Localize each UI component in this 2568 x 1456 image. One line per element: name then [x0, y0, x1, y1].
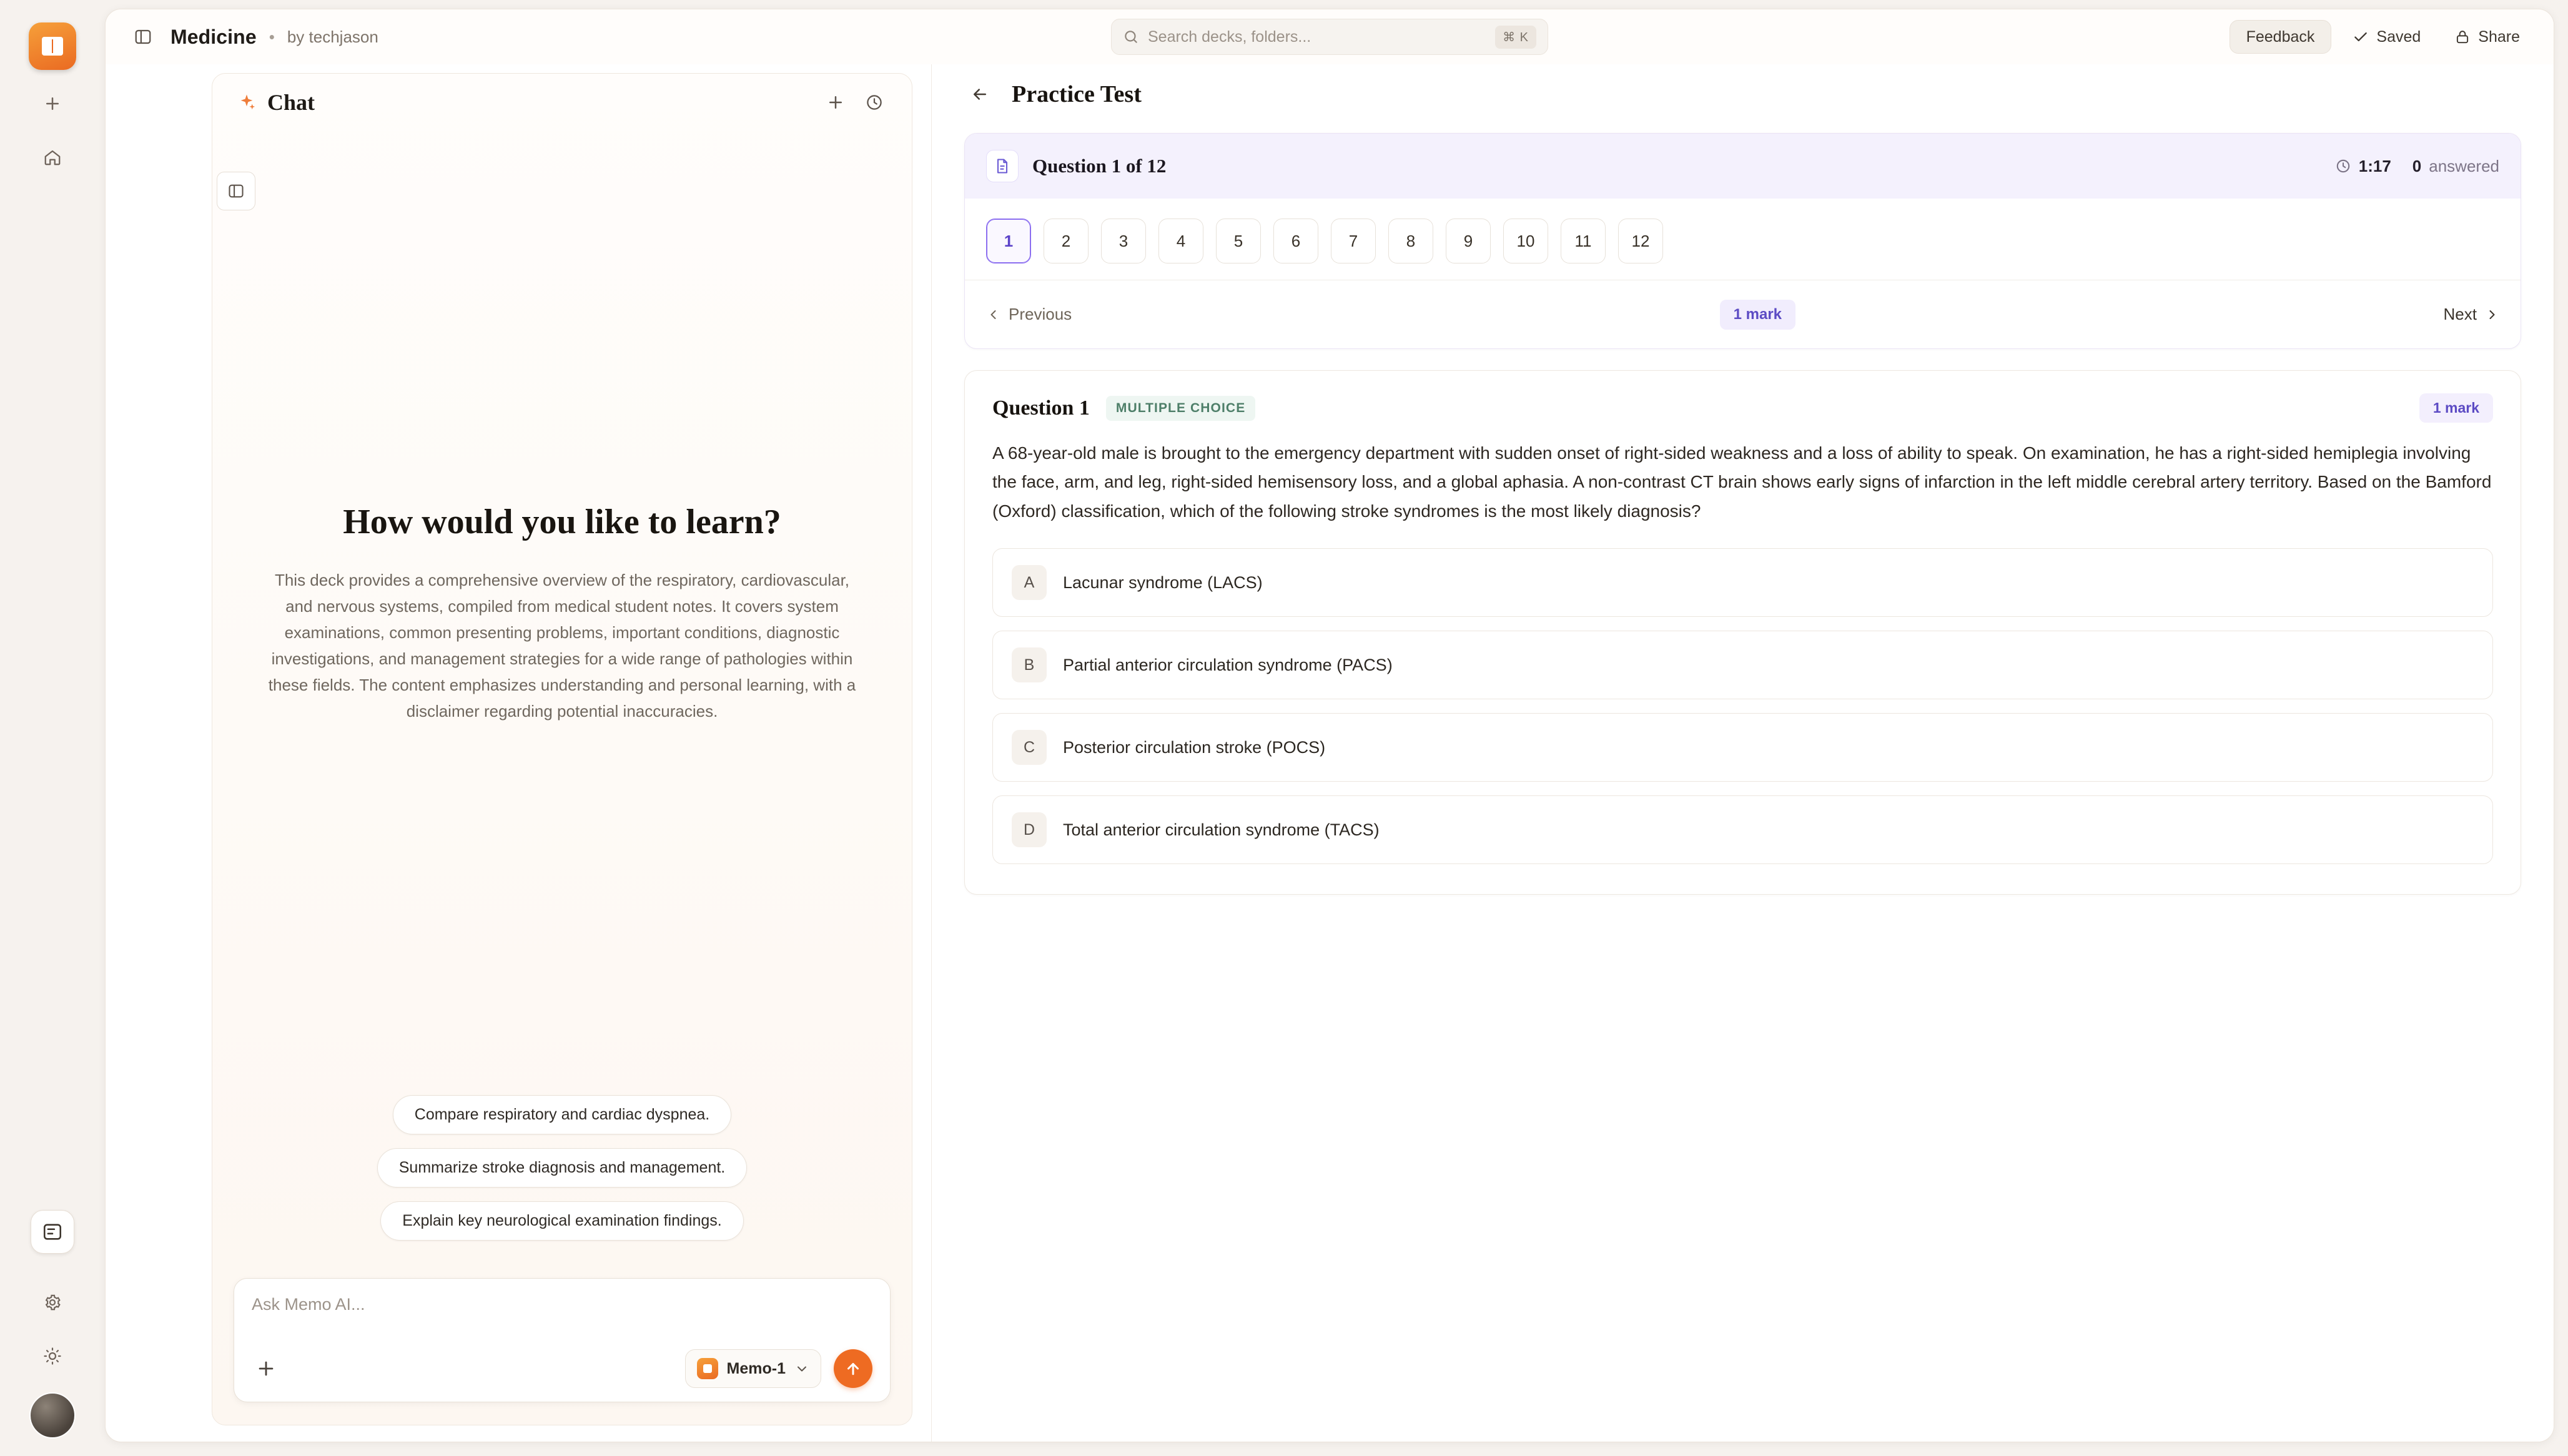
practice-test-panel — [931, 64, 2554, 1442]
document-icon-wrap — [986, 150, 1019, 182]
question-navigator-meta — [2335, 157, 2499, 176]
chat-card — [212, 73, 912, 1425]
model-logo-icon — [697, 1358, 718, 1379]
chat-header-actions — [819, 86, 891, 119]
suggestion-chip[interactable]: Explain key neurological examination findings. — [380, 1201, 743, 1241]
question-number-button[interactable]: 10 — [1503, 219, 1548, 263]
settings-button[interactable] — [32, 1282, 72, 1322]
plus-icon — [255, 1358, 277, 1379]
suggestion-chip[interactable]: Summarize stroke diagnosis and management. — [377, 1148, 748, 1188]
model-label: Memo-1 — [726, 1359, 786, 1377]
plus-icon — [43, 94, 62, 113]
chat-panel-toggle-button[interactable] — [217, 172, 255, 210]
answer-options — [992, 548, 2493, 864]
practice-test-header — [932, 64, 2554, 124]
chat-hero-title: How would you like to learn? — [343, 502, 781, 541]
feedback-label: Feedback — [2246, 27, 2315, 46]
feedback-button[interactable] — [2230, 20, 2332, 54]
option-letter: C — [1012, 730, 1047, 765]
option-text: Posterior circulation stroke (POCS) — [1063, 737, 1326, 757]
composer-toolbar — [252, 1349, 872, 1388]
answered-status — [2412, 157, 2499, 176]
question-number-button[interactable]: 7 — [1331, 219, 1376, 263]
question-number-button[interactable]: 3 — [1101, 219, 1146, 263]
next-question-button[interactable] — [2444, 305, 2499, 324]
attach-button[interactable] — [252, 1354, 280, 1383]
rail-bottom-group — [29, 1210, 76, 1456]
option-text: Lacunar syndrome (LACS) — [1063, 573, 1263, 592]
question-card — [964, 370, 2521, 895]
sidebar-toggle-button[interactable] — [127, 21, 159, 53]
title-separator: • — [269, 27, 275, 46]
left-rail — [0, 0, 105, 1456]
list-panel-icon — [42, 1221, 63, 1242]
saved-label: Saved — [2376, 27, 2421, 46]
question-navigator-footer — [965, 280, 2521, 348]
chevron-down-icon — [794, 1361, 809, 1376]
top-bar — [106, 9, 2554, 64]
history-clock-icon — [865, 93, 884, 112]
answer-option[interactable] — [992, 548, 2493, 617]
theme-button[interactable] — [32, 1336, 72, 1376]
back-button[interactable] — [964, 79, 995, 110]
top-bar-actions — [2230, 20, 2532, 54]
answer-option[interactable] — [992, 795, 2493, 864]
timer — [2335, 157, 2391, 176]
search-input[interactable] — [1148, 28, 1495, 46]
search-bar[interactable] — [1111, 19, 1548, 55]
question-progress-label: Question 1 of 12 — [1032, 155, 1167, 177]
option-text: Partial anterior circulation syndrome (PACS) — [1063, 655, 1393, 674]
question-number-button[interactable]: 4 — [1158, 219, 1203, 263]
question-number-button[interactable]: 1 — [986, 219, 1031, 263]
content-area — [106, 64, 2554, 1442]
question-mark-badge: 1 mark — [2419, 393, 2493, 423]
chat-input[interactable] — [252, 1295, 872, 1314]
user-avatar[interactable] — [29, 1392, 76, 1439]
new-chat-button[interactable] — [819, 86, 852, 119]
arrow-up-icon — [844, 1359, 862, 1378]
next-label: Next — [2443, 305, 2477, 323]
model-selector[interactable] — [685, 1349, 821, 1388]
share-label: Share — [2478, 27, 2520, 46]
chevron-left-icon — [986, 307, 1001, 322]
chat-empty-state — [212, 131, 912, 1095]
question-number-button[interactable]: 8 — [1388, 219, 1433, 263]
clock-icon — [2335, 158, 2351, 174]
chevron-right-icon — [2484, 307, 2499, 322]
chat-deck-description: This deck provides a comprehensive overview of the respiratory, cardiovascular, and nervous systems, compiled from medical student notes. It covers system examinations, common presenting problems, important conditions, diagnostic investigations, and management strategies for a wide range of pathologies within these fields. The content emphasizes understanding and personal learning, with a disclaimer regarding potential inaccuracies. — [268, 570, 856, 721]
arrow-left-icon — [970, 85, 989, 104]
sun-icon — [43, 1347, 62, 1365]
search-shortcut-hint: ⌘ K — [1495, 26, 1536, 49]
question-number-button[interactable]: 11 — [1561, 219, 1606, 263]
question-number-button[interactable]: 9 — [1446, 219, 1491, 263]
add-new-button[interactable] — [32, 84, 72, 124]
question-number-button[interactable]: 5 — [1216, 219, 1261, 263]
main-window — [105, 9, 2554, 1442]
panel-toggle-icon — [227, 182, 245, 200]
question-header — [992, 393, 2493, 423]
panel-list-button[interactable] — [31, 1210, 74, 1254]
chat-title: Chat — [267, 90, 315, 115]
question-navigator-header — [965, 134, 2521, 199]
timer-value: 1:17 — [2358, 156, 2391, 175]
gear-icon — [43, 1293, 62, 1312]
previous-label: Previous — [1009, 305, 1072, 323]
practice-test-title: Practice Test — [1012, 81, 1142, 107]
chat-header — [212, 74, 912, 131]
sidebar-toggle-icon — [134, 27, 152, 46]
book-logo-icon — [42, 37, 63, 56]
deck-author: by techjason — [287, 27, 378, 46]
document-icon — [994, 157, 1011, 175]
chat-suggestions — [212, 1095, 912, 1259]
send-message-button[interactable] — [834, 1349, 872, 1388]
saved-status-button[interactable] — [2340, 20, 2433, 54]
page-title: Medicine — [170, 25, 257, 48]
sparkle-icon — [237, 93, 256, 112]
question-navigator — [964, 133, 2521, 349]
home-icon — [43, 148, 62, 167]
question-number-title: Question 1 — [992, 396, 1090, 420]
check-icon — [2353, 29, 2369, 45]
chat-panel — [106, 64, 931, 1442]
answered-count: 0 — [2412, 156, 2422, 175]
option-letter: D — [1012, 812, 1047, 847]
answer-option[interactable] — [992, 713, 2493, 782]
plus-icon — [826, 93, 845, 112]
question-number-button[interactable]: 2 — [1044, 219, 1089, 263]
app-logo[interactable] — [29, 22, 76, 70]
question-number-button[interactable]: 6 — [1273, 219, 1318, 263]
option-letter: A — [1012, 565, 1047, 600]
answered-label: answered — [2429, 156, 2499, 175]
share-button[interactable] — [2442, 20, 2532, 54]
question-type-badge: MULTIPLE CHOICE — [1106, 396, 1255, 421]
answer-option[interactable] — [992, 631, 2493, 699]
option-text: Total anterior circulation syndrome (TACS) — [1063, 820, 1380, 839]
practice-test-body — [932, 124, 2554, 1442]
home-button[interactable] — [32, 137, 72, 177]
chat-history-button[interactable] — [858, 86, 891, 119]
mark-badge: 1 mark — [1720, 300, 1795, 330]
previous-question-button[interactable] — [986, 305, 1072, 324]
question-number-list — [965, 199, 2521, 280]
search-icon — [1123, 29, 1139, 45]
lock-icon — [2454, 29, 2471, 45]
option-letter: B — [1012, 647, 1047, 682]
question-number-button[interactable]: 12 — [1618, 219, 1663, 263]
suggestion-chip[interactable]: Compare respiratory and cardiac dyspnea. — [393, 1095, 731, 1134]
chat-composer — [234, 1278, 891, 1402]
question-text: A 68-year-old male is brought to the emergency department with sudden onset of right-sided weakness and a loss of ability to speak. On examination, he has a right-sided hemiplegia involving the face, arm, and leg, right-sided hemisensory loss, and a global aphasia. A non-contrast CT brain shows early signs of infarction in the left middle cerebral artery territory. Based on the Bamford (Oxford) classification, which of the following stroke syndromes is the most likely diagnosis? — [992, 443, 2492, 521]
